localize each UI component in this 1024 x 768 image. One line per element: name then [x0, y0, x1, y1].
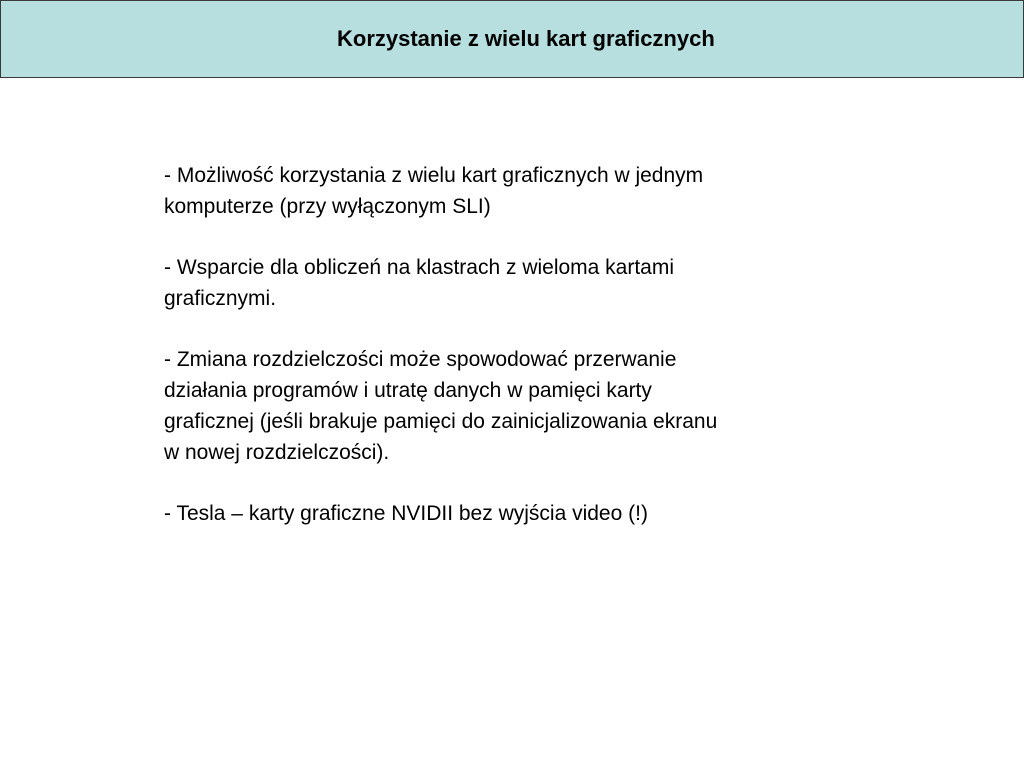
paragraph-multi-gpu: - Możliwość korzystania z wielu kart graficznych w jednym komputerze (przy wyłączonym SLI) [164, 164, 704, 218]
paragraph-resolution-change: - Zmiana rozdzielczości może spowodować przerwanie działania programów i utratę danych w pamięci karty graficznej (jeśli brakuje pamięci do zainicjalizowania ekranu w nowej rozdzielczości). [164, 348, 718, 464]
slide-title: Korzystanie z wielu kart graficznych [337, 26, 715, 51]
slide-body [164, 160, 864, 559]
title-bar [0, 0, 1024, 78]
paragraph-cluster-support: - Wsparcie dla obliczeń na klastrach z wieloma kartami graficznymi. [164, 256, 675, 310]
paragraph-tesla: - Tesla – karty graficzne NVIDII bez wyjścia video (!) [164, 502, 648, 525]
